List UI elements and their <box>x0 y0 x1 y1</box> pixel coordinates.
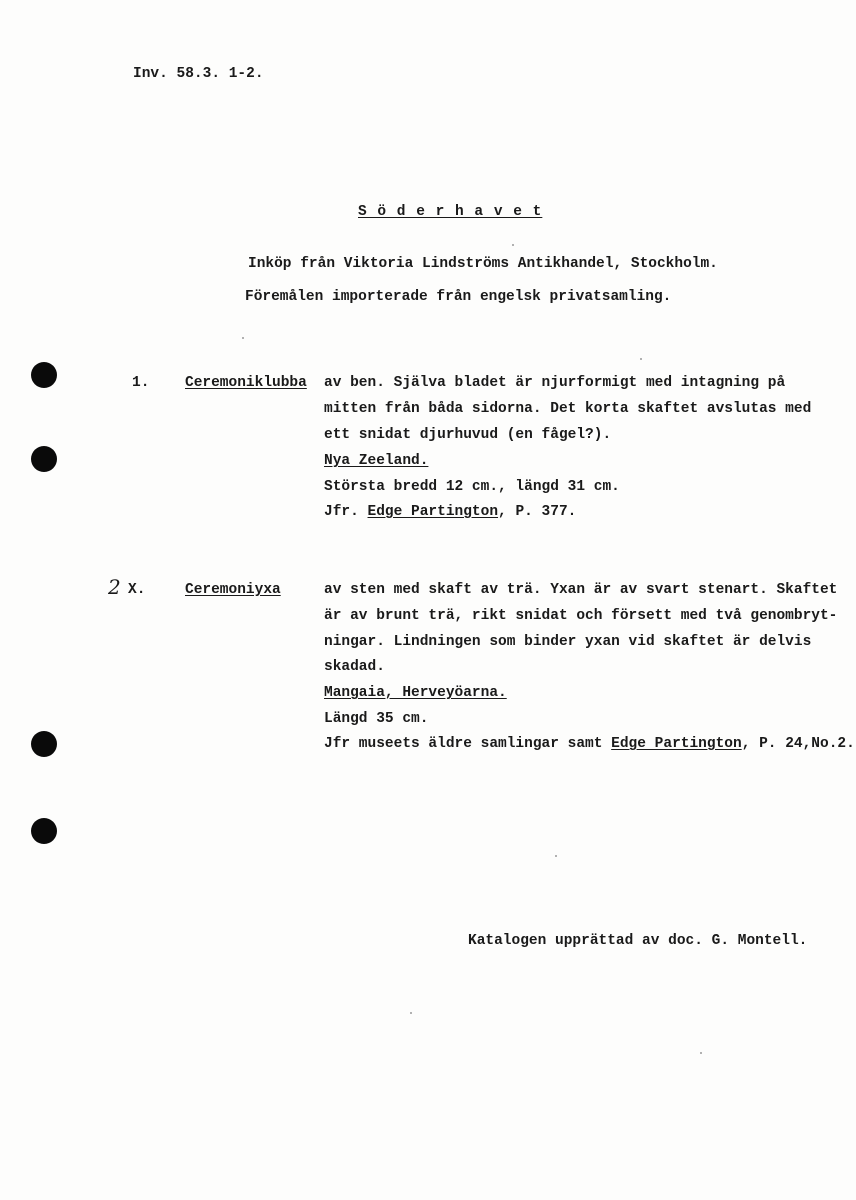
item-reference <box>324 735 855 753</box>
item-description-line: av ben. Själva bladet är njurformigt med intagning på <box>324 375 786 391</box>
reference-prefix: Jfr. <box>324 504 368 520</box>
item-size: Största bredd 12 cm., längd 31 cm. <box>324 479 620 495</box>
item-description-line: ningar. Lindningen som binder yxan vid skaftet är delvis <box>324 634 812 650</box>
reference-prefix: Jfr museets äldre samlingar samt <box>324 736 612 752</box>
reference-suffix: , P. 377. <box>498 504 577 520</box>
item-name: Ceremoniklubba <box>185 375 307 391</box>
inventory-number: Inv. 58.3. 1-2. <box>133 66 264 82</box>
item-description-line: är av brunt trä, rikt snidat och försett med två genombryt- <box>324 608 838 624</box>
item-description-line: mitten från båda sidorna. Det korta skaftet avslutas med <box>324 401 812 417</box>
item-place: Mangaia, Herveyöarna. <box>324 685 507 701</box>
page-title: S ö d e r h a v e t <box>358 204 543 220</box>
item-size: Längd 35 cm. <box>324 711 429 727</box>
item-reference <box>324 503 576 521</box>
punch-hole-1 <box>31 362 57 388</box>
punch-hole-3 <box>31 731 57 757</box>
catalog-signature: Katalogen upprättad av doc. G. Montell. <box>468 933 808 949</box>
item-number: 1. <box>132 375 150 391</box>
reference-suffix: , P. 24,No.2. <box>741 736 855 752</box>
scan-speck <box>640 358 642 360</box>
punch-hole-4 <box>31 818 57 844</box>
scan-speck <box>512 244 514 246</box>
reference-author: Edge Partington <box>611 736 742 752</box>
scan-speck <box>410 1012 412 1014</box>
punch-hole-2 <box>31 446 57 472</box>
item-number: X. <box>128 582 146 598</box>
item-name: Ceremoniyxa <box>185 582 281 598</box>
item-description-line: ett snidat djurhuvud (en fågel?). <box>324 427 612 443</box>
scan-speck <box>555 855 557 857</box>
scan-speck <box>242 337 244 339</box>
item-description-line: av sten med skaft av trä. Yxan är av svart stenart. Skaftet <box>324 582 838 598</box>
handwritten-item-number: 2 <box>108 575 121 599</box>
item-description-line: skadad. <box>324 659 385 675</box>
intro-line-1: Inköp från Viktoria Lindströms Antikhandel, Stockholm. <box>248 256 718 272</box>
item-place: Nya Zeeland. <box>324 453 429 469</box>
scan-speck <box>700 1052 702 1054</box>
reference-author: Edge Partington <box>367 504 499 520</box>
intro-line-2: Föremålen importerade från engelsk privatsamling. <box>245 289 672 305</box>
